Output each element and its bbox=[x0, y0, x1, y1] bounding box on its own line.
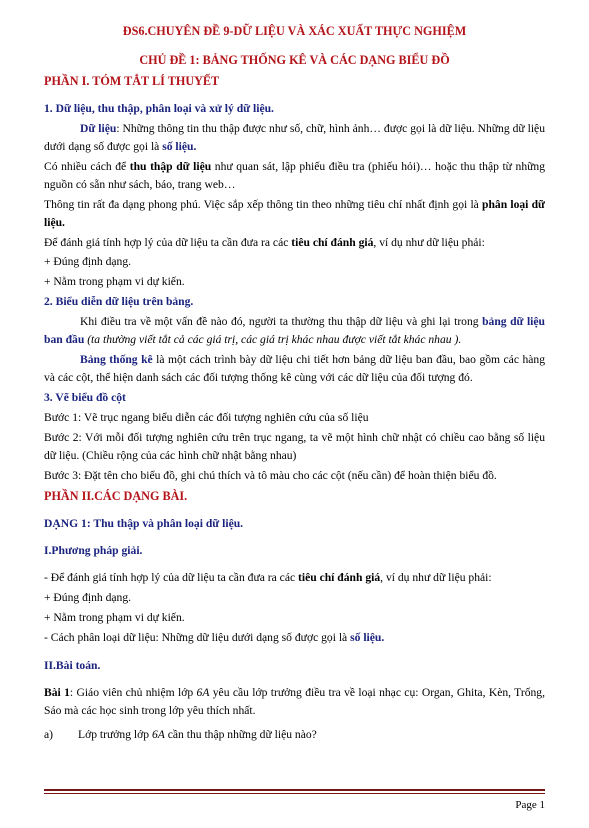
section-2-heading: 2. Biểu diễn dữ liệu trên bảng. bbox=[44, 295, 194, 309]
question-a-text: Lớp trưởng lớp 6A cần thu thập những dữ liệu nào? bbox=[78, 727, 317, 741]
method-heading: I.Phương pháp giải. bbox=[44, 543, 143, 557]
paragraph: Thông tin rất đa dạng phong phú. Việc sắp xếp thông tin theo những tiêu chí nhất định gọi là phân loại dữ liệu. bbox=[44, 197, 545, 229]
list-item: + Nằm trong phạm vi dự kiến. bbox=[44, 610, 185, 624]
page-number: Page 1 bbox=[515, 799, 545, 811]
section-1-heading: 1. Dữ liệu, thu thập, phân loại và xử lý dữ liệu. bbox=[44, 101, 274, 115]
question-a bbox=[44, 726, 545, 744]
type-1-heading: DẠNG 1: Thu thập và phân loại dữ liệu. bbox=[44, 517, 244, 530]
section-3-heading: 3. Vẽ biểu đồ cột bbox=[44, 391, 126, 405]
document-title: ĐS6.CHUYÊN ĐỀ 9-DỮ LIỆU VÀ XÁC XUẤT THỰC NGHIỆM bbox=[122, 24, 467, 38]
problem-heading: II.Bài toán. bbox=[44, 658, 101, 672]
step-3: Bước 3: Đặt tên cho biểu đồ, ghi chú thích và tô màu cho các cột (nếu cần) để hoàn thiện biểu đồ. bbox=[44, 469, 497, 483]
paragraph: Bảng thống kê là một cách trình bày dữ liệu chi tiết hơn bảng dữ liệu ban đầu, bao gồm các hàng và các cột, thể hiện danh sách các đối tượng thống kê cùng với các dữ liệu của đối tượng đó. bbox=[44, 353, 545, 385]
paragraph: Để đánh giá tính hợp lý của dữ liệu ta cần đưa ra các tiêu chí đánh giá, ví dụ như dữ liệu phải: bbox=[44, 235, 485, 249]
paragraph: - Để đánh giá tính hợp lý của dữ liệu ta cần đưa ra các tiêu chí đánh giá, ví dụ như dữ liệu phải: bbox=[44, 570, 492, 584]
part-1-heading: PHẦN I. TÓM TẮT LÍ THUYẾT bbox=[44, 73, 220, 88]
exercise-1: Bài 1: Giáo viên chủ nhiệm lớp 6A yêu cầu lớp trưởng điều tra về loại nhạc cụ: Organ, Ghita, Kèn, Trống, Sáo mà các học sinh trong lớp yêu thích nhất. bbox=[44, 685, 545, 717]
list-item: + Đúng định dạng. bbox=[44, 590, 132, 604]
step-2: Bước 2: Với mỗi đối tượng nghiên cứu trên trục ngang, ta vẽ một hình chữ nhật có chiều cao bằng số liệu dữ liệu. (Chiều rộng của các hình chữ nhật bằng nhau) bbox=[44, 431, 545, 463]
step-1: Bước 1: Vẽ trục ngang biểu diễn các đối tượng nghiên cứu của số liệu bbox=[44, 411, 369, 425]
list-item: + Nằm trong phạm vi dự kiến. bbox=[44, 275, 185, 289]
paragraph: Có nhiều cách để thu thập dữ liệu như quan sát, lập phiếu điều tra (phiếu hỏi)… hoặc thu thập từ những nguồn có sẵn như sách, báo, trang web… bbox=[44, 159, 546, 191]
part-2-heading: PHẦN II.CÁC DẠNG BÀI. bbox=[44, 489, 188, 504]
paragraph: Khi điều tra về một vấn đề nào đó, người ta thường thu thập dữ liệu và ghi lại trong bảng dữ liệu ban đầu (ta thường viết tắt cả các giá trị, các giá trị khác nhau được viết tắt khác nhau ). bbox=[44, 315, 546, 347]
footer-rule-thin bbox=[44, 793, 545, 794]
paragraph: Dữ liệu: Những thông tin thu thập được như số, chữ, hình ảnh… được gọi là dữ liệu. Những dữ liệu dưới dạng số được gọi là số liệu. bbox=[44, 121, 545, 153]
document-body bbox=[44, 22, 545, 744]
question-a-label: a) bbox=[44, 727, 54, 741]
topic-title: CHỦ ĐỀ 1: BẢNG THỐNG KÊ VÀ CÁC DẠNG BIỂU ĐỒ bbox=[139, 52, 450, 67]
paragraph: - Cách phân loại dữ liệu: Những dữ liệu dưới dạng số được gọi là số liệu. bbox=[44, 630, 385, 644]
footer-rule bbox=[44, 789, 545, 791]
list-item: + Đúng định dạng. bbox=[44, 255, 132, 269]
